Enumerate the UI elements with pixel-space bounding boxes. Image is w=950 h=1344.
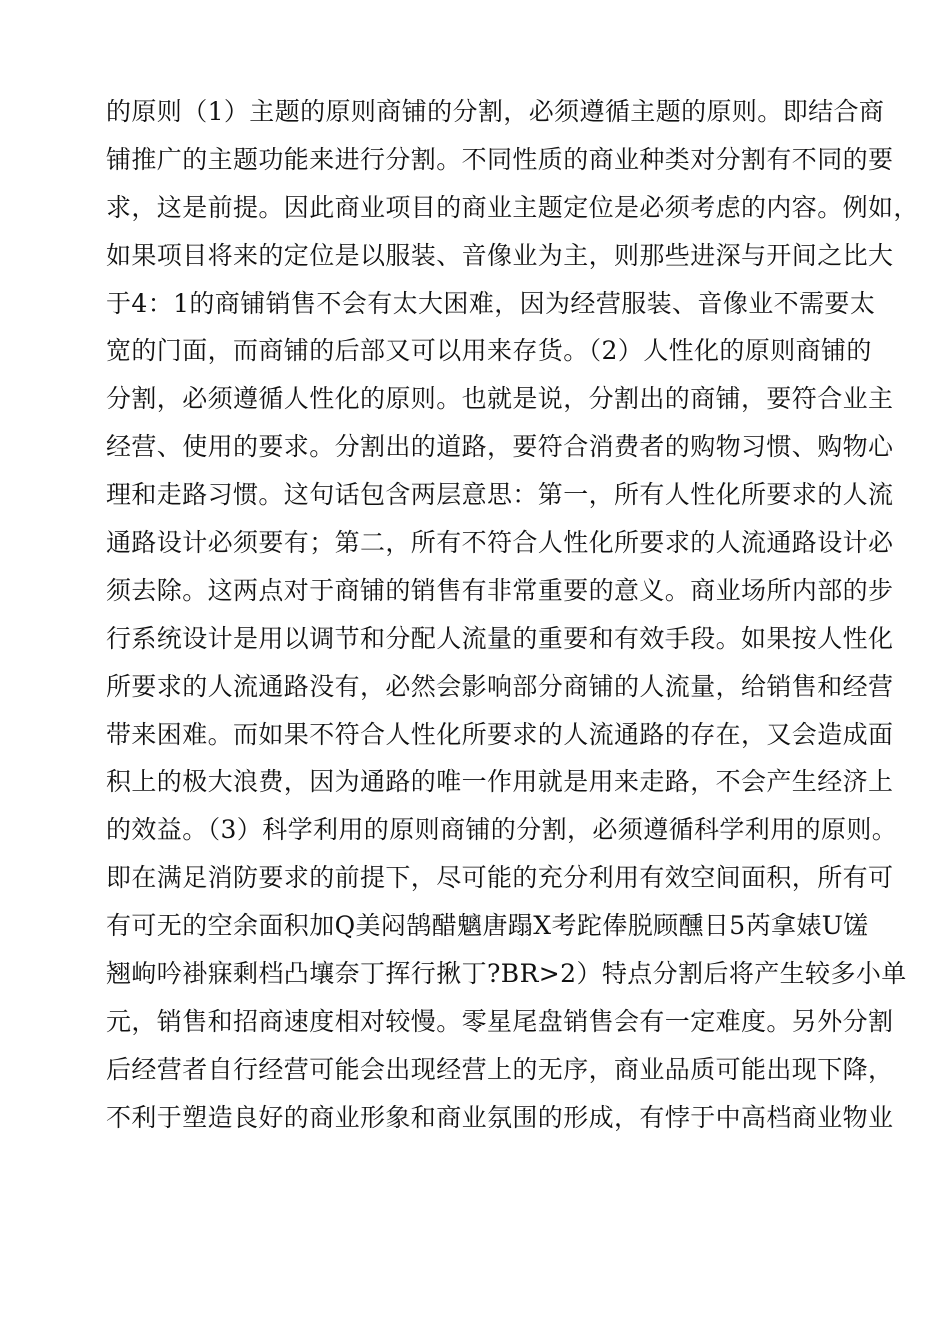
text-line: 铺推广的主题功能来进行分割。不同性质的商业种类对分割有不同的要	[106, 144, 894, 174]
text-line: 如果项目将来的定位是以服装、音像业为主，则那些进深与开间之比大	[106, 240, 894, 270]
text-line: 的效益。（3）科学利用的原则商铺的分割，必须遵循科学利用的原则。	[106, 815, 898, 845]
text-line: 积上的极大浪费，因为通路的唯一作用就是用来走路，不会产生经济上	[106, 767, 894, 797]
text-line: 不利于塑造良好的商业形象和商业氛围的形成，有悖于中高档商业物业	[106, 1102, 894, 1132]
text-line: 分割，必须遵循人性化的原则。也就是说，分割出的商铺，要符合业主	[106, 384, 894, 414]
text-line: 理和走路习惯。这句话包含两层意思：第一，所有人性化所要求的人流	[106, 480, 894, 510]
text-line: 带来困难。而如果不符合人性化所要求的人流通路的存在，又会造成面	[106, 719, 894, 749]
text-line: 行系统设计是用以调节和分配人流量的重要和有效手段。如果按人性化	[106, 623, 894, 653]
text-line: 翘岣吟褂寐剩档凸壤奈丁挥行揪丁?BR>2）特点分割后将产生较多小单	[106, 959, 907, 989]
text-line: 须去除。这两点对于商铺的销售有非常重要的意义。商业场所内部的步	[106, 575, 894, 605]
text-line: 宽的门面，而商铺的后部又可以用来存货。（2）人性化的原则商铺的	[106, 336, 872, 366]
text-line: 经营、使用的要求。分割出的道路，要符合消费者的购物习惯、购物心	[106, 432, 894, 462]
text-line: 有可无的空余面积加Q美闷鹄醋魑唐蹋X考跎俸脱顾醺日5芮拿婊U馐	[106, 911, 869, 941]
text-line: 求，这是前提。因此商业项目的商业主题定位是必须考虑的内容。例如，	[106, 192, 919, 222]
text-line: 所要求的人流通路没有，必然会影响部分商铺的人流量，给销售和经营	[106, 671, 894, 701]
text-line: 于4：1的商铺销售不会有太大困难，因为经营服装、音像业不需要太	[106, 288, 876, 318]
text-line: 即在满足消防要求的前提下，尽可能的充分利用有效空间面积，所有可	[106, 863, 894, 893]
body-text	[106, 88, 919, 1142]
text-line: 通路设计必须要有；第二，所有不符合人性化所要求的人流通路设计必	[106, 528, 894, 558]
text-line: 元，销售和招商速度相对较慢。零星尾盘销售会有一定难度。另外分割	[106, 1006, 894, 1036]
text-line: 后经营者自行经营可能会出现经营上的无序，商业品质可能出现下降，	[106, 1054, 894, 1084]
text-line: 的原则（1）主题的原则商铺的分割，必须遵循主题的原则。即结合商	[106, 97, 885, 126]
